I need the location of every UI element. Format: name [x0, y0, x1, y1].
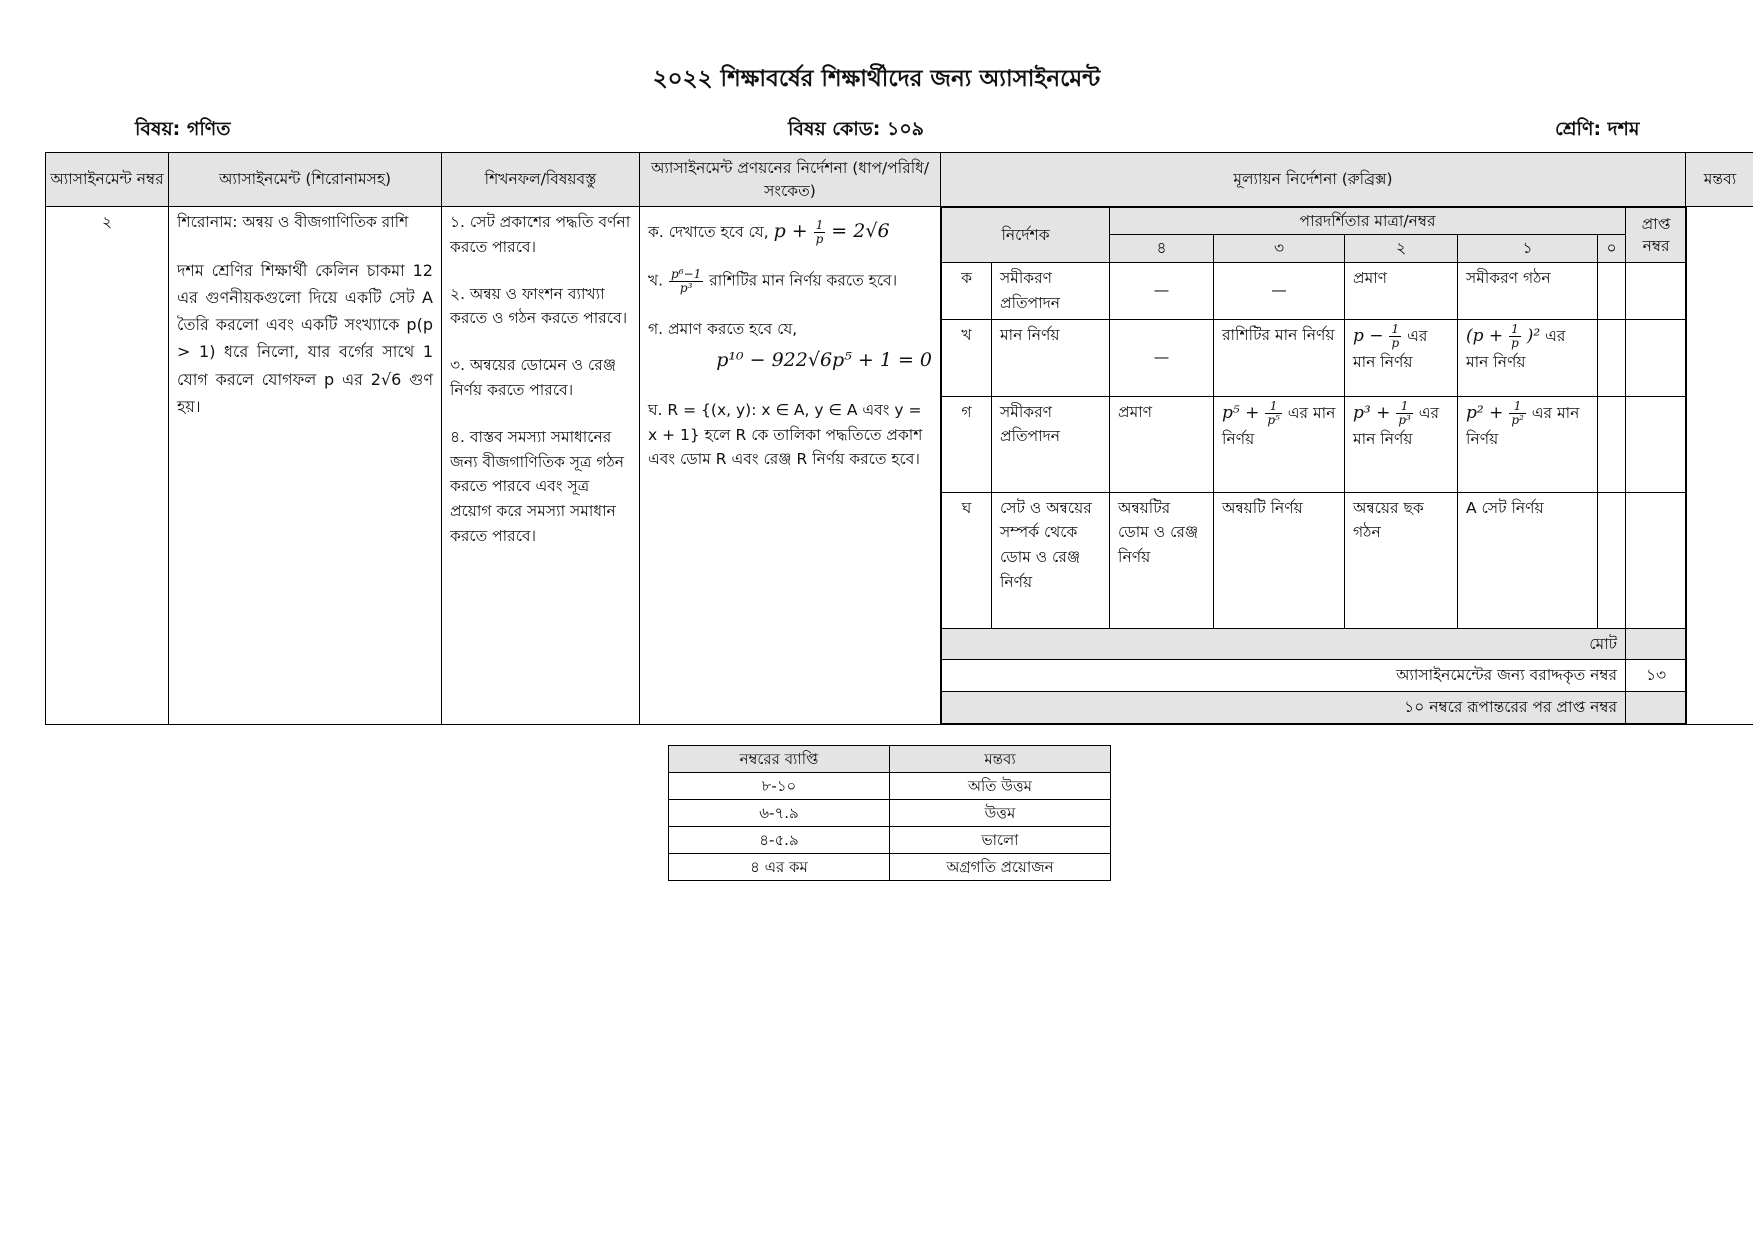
expr-text: এর মান নির্ণয় — [1466, 403, 1580, 448]
remark-cell: অতি উত্তম — [890, 773, 1111, 800]
remark-cell: উত্তম — [890, 800, 1111, 827]
instruction-cell — [640, 207, 941, 725]
rubric-l1 — [1458, 319, 1598, 396]
range-cell: ৪-৫.৯ — [669, 827, 890, 854]
rubric-l3 — [1214, 396, 1345, 492]
expr: p − — [1353, 325, 1384, 346]
frac-den: p — [1511, 335, 1519, 350]
expr-text: এর মান নির্ণয় — [1222, 403, 1336, 448]
rubric-score — [1626, 396, 1687, 492]
frac-num: 1 — [1509, 400, 1526, 414]
rubric-level-header: পারদর্শিতার মাত্রা/নম্বর — [1110, 208, 1626, 235]
total-value — [1626, 628, 1687, 660]
rubric-key: ঘ — [942, 492, 992, 628]
instruction-kha-label: খ. — [648, 271, 664, 290]
frac-den: p³ — [1398, 412, 1411, 427]
rubric-l3: রাশিটির মান নির্ণয় — [1214, 319, 1345, 396]
allotted-value: ১৩ — [1626, 660, 1687, 692]
converted-label: ১০ নম্বরে রূপান্তরের পর প্রাপ্ত নম্বর — [942, 692, 1626, 724]
rubric-indicator-header: নির্দেশক — [942, 208, 1110, 263]
header-comment: মন্তব্য — [1686, 153, 1753, 207]
instruction-ga — [648, 317, 932, 376]
expr-text: এর মান নির্ণয় — [1353, 326, 1428, 371]
outcome-item: ৪. বাস্তব সমস্যা সমাধানের জন্য বীজগাণিতিক সূত্র গঠন করতে পারবে এবং সূত্র প্রয়োগ করে সমস্যা সমাধান করতে পারবে। — [450, 427, 625, 545]
rubric-table — [941, 207, 1687, 724]
rubric-score — [1626, 262, 1687, 319]
subject-label: বিষয়: গণিত — [135, 118, 231, 140]
rubric-l3: অন্বয়টি নির্ণয় — [1214, 492, 1345, 628]
frac-den: p² — [1511, 412, 1524, 427]
rubric-l4: অন্বয়টির ডোম ও রেঞ্জ নির্ণয় — [1110, 492, 1214, 628]
rubric-l0 — [1598, 262, 1626, 319]
rubric-l2 — [1345, 319, 1458, 396]
rubric-cell — [941, 207, 1686, 725]
frac-num: 1 — [1389, 323, 1401, 337]
ka-frac-den: p — [815, 232, 824, 246]
header-instruction: অ্যাসাইনমেন্ট প্রণয়নের নির্দেশনা (ধাপ/পরিধি/সংকেত) — [640, 153, 941, 207]
frac-num: 1 — [1396, 400, 1413, 414]
frac-num: 1 — [1265, 400, 1282, 414]
rubric-l1: A সেট নির্ণয় — [1458, 492, 1598, 628]
kha-frac-den: p³ — [679, 280, 693, 295]
rubric-l0 — [1598, 492, 1626, 628]
instruction-kha — [648, 268, 932, 294]
instruction-ga-equation: p¹⁰ − 922√6p⁵ + 1 = 0 — [716, 349, 932, 372]
rubric-key: গ — [942, 396, 992, 492]
assignment-number: ২ — [46, 207, 169, 725]
expr: p⁵ + — [1222, 402, 1260, 423]
remark-header: মন্তব্য — [890, 746, 1111, 773]
assignment-cell — [169, 207, 442, 725]
total-label: মোট — [942, 628, 1626, 660]
rubric-l2: প্রমাণ — [1345, 262, 1458, 319]
page-title: ২০২২ শিক্ষাবর্ষের শিক্ষার্থীদের জন্য অ্যাসাইনমেন্ট — [652, 66, 1101, 92]
outcome-cell — [442, 207, 640, 725]
rubric-key: ক — [942, 262, 992, 319]
ka-frac-num: 1 — [814, 219, 826, 233]
instruction-kha-text: রাশিটির মান নির্ণয় করতে হবে। — [709, 271, 898, 290]
subject-code-label: বিষয় কোড: ১০৯ — [788, 118, 925, 140]
range-header: নম্বরের ব্যাপ্তি — [669, 746, 890, 773]
rubric-l2: অন্বয়ের ছক গঠন — [1345, 492, 1458, 628]
rubric-l0 — [1598, 396, 1626, 492]
rubric-indicator: মান নির্ণয় — [992, 319, 1110, 396]
expr: (p + — [1466, 325, 1504, 346]
rubric-l4: — — [1110, 262, 1214, 319]
kha-frac-num: p⁶−1 — [671, 267, 702, 282]
remark-cell: ভালো — [890, 827, 1111, 854]
level-3: ৩ — [1214, 235, 1345, 262]
comment-cell — [1686, 207, 1753, 725]
rubric-l1 — [1458, 396, 1598, 492]
instruction-ka-lhs: p + — [773, 220, 808, 242]
frac-num: 1 — [1509, 323, 1521, 337]
expr-text: এর মান নির্ণয় — [1466, 326, 1566, 371]
rubric-l1: সমীকরণ গঠন — [1458, 262, 1598, 319]
outcome-item: ২. অন্বয় ও ফাংশন ব্যাখ্যা করতে ও গঠন করতে পারবে। — [450, 284, 628, 328]
allotted-label: অ্যাসাইনমেন্টের জন্য বরাদ্দকৃত নম্বর — [942, 660, 1626, 692]
rubric-l2 — [1345, 396, 1458, 492]
range-cell: ৬-৭.৯ — [669, 800, 890, 827]
rubric-indicator: সমীকরণ প্রতিপাদন — [992, 396, 1110, 492]
class-label: শ্রেণি: দশম — [1555, 118, 1640, 140]
level-0: ০ — [1598, 235, 1626, 262]
rubric-key: খ — [942, 319, 992, 396]
instruction-ka-rhs: = 2√6 — [831, 220, 890, 242]
level-4: ৪ — [1110, 235, 1214, 262]
assignment-table — [45, 152, 1753, 725]
frac-den: p — [1391, 335, 1400, 350]
expr: p³ + — [1353, 402, 1391, 423]
header-assignment: অ্যাসাইনমেন্ট (শিরোনামসহ) — [169, 153, 442, 207]
header-outcome: শিখনফল/বিষয়বস্তু — [442, 153, 640, 207]
score-range-table — [668, 745, 1111, 881]
rubric-l3: — — [1214, 262, 1345, 319]
level-1: ১ — [1458, 235, 1598, 262]
rubric-l4: — — [1110, 319, 1214, 396]
assignment-text: দশম শ্রেণির শিক্ষার্থী কেলিন চাকমা 12 এর গুণনীয়কগুলো দিয়ে একটি সেট A তৈরি করলো এবং একটি সংখ্যাকে p(p > 1) ধরে নিলো, যার বর্গের সাথে 1 যোগ করলে যোগফল p এর 2√6 গুণ হয়। — [177, 260, 433, 416]
rubric-score-header: প্রাপ্ত নম্বর — [1626, 208, 1687, 263]
instruction-ka — [648, 216, 932, 246]
instruction-gha: ঘ. R = {(x, y): x ∈ A, y ∈ A এবং y = x + 1} হলে R কে তালিকা পদ্ধতিতে প্রকাশ এবং ডোম R এবং রেঞ্জ R নির্ণয় করতে হবে। — [648, 400, 923, 469]
rubric-l4: প্রমাণ — [1110, 396, 1214, 492]
range-cell: ৪ এর কম — [669, 854, 890, 881]
instruction-ka-text: ক. দেখাতে হবে যে, — [648, 223, 769, 241]
instruction-ga-text: গ. প্রমাণ করতে হবে যে, — [648, 319, 798, 338]
range-cell: ৮-১০ — [669, 773, 890, 800]
rubric-indicator: সেট ও অন্বয়ের সম্পর্ক থেকে ডোম ও রেঞ্জ নির্ণয় — [992, 492, 1110, 628]
expr-text: এর মান নির্ণয় — [1353, 403, 1440, 448]
expr: p² + — [1466, 402, 1504, 423]
rubric-score — [1626, 492, 1687, 628]
header-rubric: মূল্যায়ন নির্দেশনা (রুব্রিক্স) — [941, 153, 1686, 207]
rubric-score — [1626, 319, 1687, 396]
header-assignment-no: অ্যাসাইনমেন্ট নম্বর — [46, 153, 169, 207]
level-2: ২ — [1345, 235, 1458, 262]
expr-close: )² — [1526, 325, 1541, 346]
rubric-l0 — [1598, 319, 1626, 396]
assignment-title: শিরোনাম: অন্বয় ও বীজগাণিতিক রাশি — [177, 213, 409, 231]
remark-cell: অগ্রগতি প্রয়োজন — [890, 854, 1111, 881]
frac-den: p⁵ — [1267, 412, 1280, 427]
outcome-item: ৩. অন্বয়ের ডোমেন ও রেঞ্জ নির্ণয় করতে পারবে। — [450, 356, 616, 399]
rubric-indicator: সমীকরণ প্রতিপাদন — [992, 262, 1110, 319]
outcome-item: ১. সেট প্রকাশের পদ্ধতি বর্ণনা করতে পারবে। — [450, 213, 631, 256]
converted-value — [1626, 692, 1687, 724]
